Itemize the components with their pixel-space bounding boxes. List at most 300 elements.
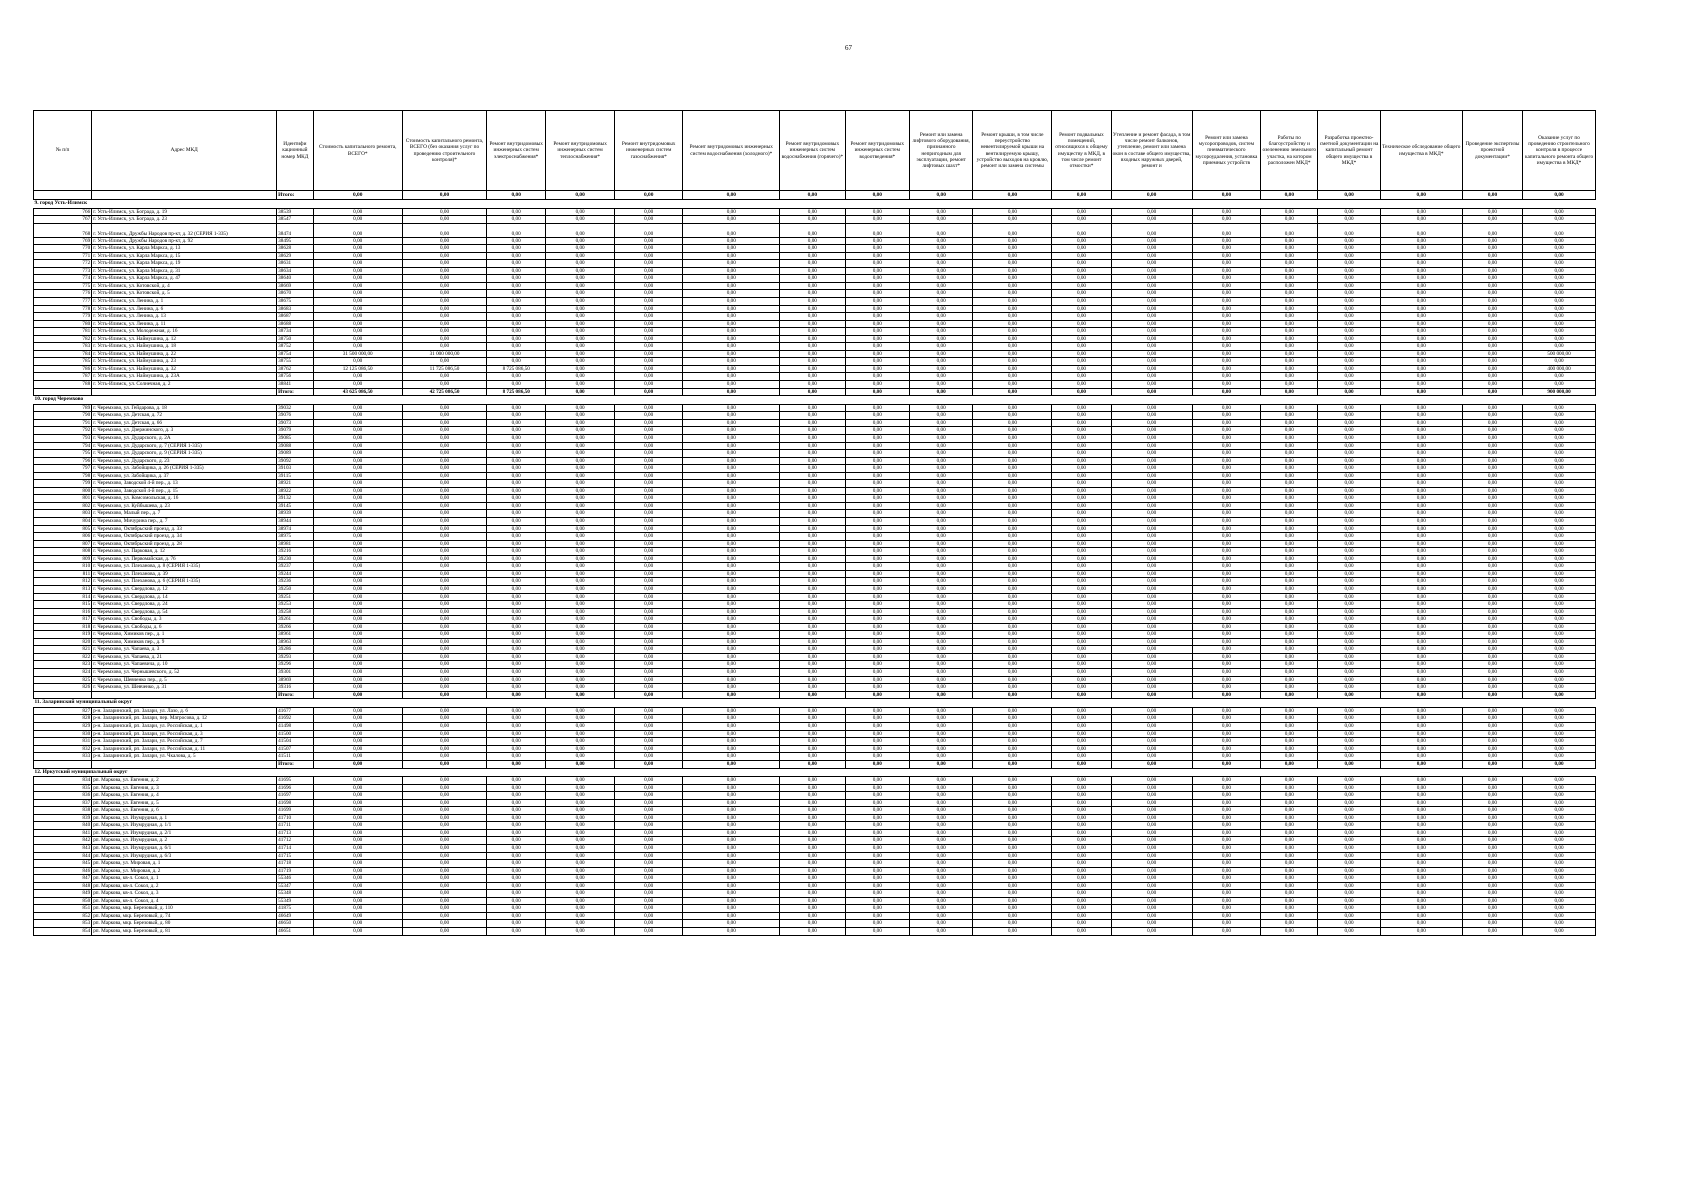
address-cell: г. Черемхово, ул. Свободы, д. 3	[92, 616, 277, 624]
value-cell: 0,00	[1052, 435, 1111, 443]
table-row	[34, 495, 1596, 503]
cost-no-control-cell: 0,00	[402, 927, 486, 935]
address-cell: г. Черемхово, ул. Чапаевича, д. 10	[92, 661, 277, 669]
construction-control-cell: 500 000,00	[1523, 350, 1596, 358]
value-cell: 0,00	[845, 365, 909, 373]
value-cell: 0,00	[546, 335, 615, 343]
value-cell: 0,00	[546, 412, 615, 420]
table-row	[34, 638, 1596, 646]
value-cell: 0,00	[1192, 412, 1261, 420]
section-heading-row	[34, 200, 1596, 209]
value-cell: 0,00	[546, 380, 615, 388]
row-number: 817	[34, 616, 92, 624]
value-cell: 0,00	[845, 875, 909, 883]
electric-cell: 0,00	[487, 707, 546, 715]
value-cell: 0,00	[1318, 216, 1380, 224]
value-cell: 0,00	[614, 653, 683, 661]
row-number: 812	[34, 578, 92, 586]
value-cell: 0,00	[910, 305, 973, 313]
value-cell: 0,00	[683, 320, 780, 328]
value-cell: 0,00	[1380, 328, 1462, 336]
value-cell: 0,00	[614, 578, 683, 586]
value-cell: 0,00	[910, 570, 973, 578]
value-cell: 0,00	[1192, 608, 1261, 616]
value-cell: 0,00	[1380, 601, 1462, 609]
value-cell: 0,00	[683, 792, 780, 800]
value-cell: 0,00	[1462, 837, 1522, 845]
value-cell: 0,00	[683, 723, 780, 731]
value-cell: 0,00	[1318, 927, 1380, 935]
total-value: 0,00	[1380, 191, 1462, 200]
value-cell: 0,00	[1261, 373, 1318, 381]
value-cell: 0,00	[910, 668, 973, 676]
electric-cell: 0,00	[487, 730, 546, 738]
value-cell: 0,00	[1111, 267, 1192, 275]
value-cell: 0,00	[845, 380, 909, 388]
value-cell: 0,00	[845, 305, 909, 313]
value-cell: 0,00	[780, 525, 845, 533]
address-cell: рп. Маркова, кв-л. Сокол, д. 1	[92, 875, 277, 883]
value-cell: 0,00	[973, 792, 1052, 800]
id-cell: 41710	[277, 814, 313, 822]
row-number: 770	[34, 245, 92, 253]
value-cell: 0,00	[1380, 373, 1462, 381]
value-cell: 0,00	[845, 927, 909, 935]
address-cell: г. Усть-Илимск, Дружбы Народов пр-кт, д. 32 (СЕРИЯ 1-335)	[92, 223, 277, 237]
value-cell: 0,00	[683, 518, 780, 526]
total-cost-cell: 0,00	[313, 208, 402, 216]
address-cell: г. Черемхово, ул. Дзержинского, д. 3	[92, 427, 277, 435]
value-cell: 0,00	[973, 822, 1052, 830]
value-cell: 0,00	[1318, 792, 1380, 800]
value-cell: 0,00	[1111, 502, 1192, 510]
value-cell: 0,00	[780, 837, 845, 845]
value-cell: 0,00	[1261, 638, 1318, 646]
electric-cell: 0,00	[487, 245, 546, 253]
value-cell: 0,00	[910, 807, 973, 815]
value-cell: 0,00	[1192, 875, 1261, 883]
value-cell: 0,00	[1111, 518, 1192, 526]
construction-control-cell: 0,00	[1523, 715, 1596, 723]
table-row	[34, 890, 1596, 898]
address-cell: г. Черемхово, ул. Плеханова, д. 8 (СЕРИЯ 1-335)	[92, 563, 277, 571]
value-cell: 0,00	[845, 525, 909, 533]
value-cell: 0,00	[683, 593, 780, 601]
value-cell: 0,00	[973, 472, 1052, 480]
value-cell: 0,00	[780, 646, 845, 654]
cost-no-control-cell: 0,00	[402, 275, 486, 283]
construction-control-cell: 0,00	[1523, 905, 1596, 913]
total-cost-cell: 0,00	[313, 578, 402, 586]
electric-cell: 0,00	[487, 867, 546, 875]
value-cell: 0,00	[1192, 745, 1261, 753]
value-cell: 0,00	[1380, 435, 1462, 443]
value-cell: 0,00	[546, 555, 615, 563]
value-cell: 0,00	[1462, 223, 1522, 237]
value-cell: 0,00	[1052, 404, 1111, 412]
value-cell: 0,00	[1261, 738, 1318, 746]
electric-cell: 0,00	[487, 260, 546, 268]
value-cell: 0,00	[1318, 897, 1380, 905]
value-cell: 0,00	[780, 684, 845, 692]
value-cell: 0,00	[845, 814, 909, 822]
cost-no-control-cell: 0,00	[402, 646, 486, 654]
value-cell: 0,00	[845, 290, 909, 298]
value-cell: 0,00	[683, 548, 780, 556]
id-cell: 38939	[277, 510, 313, 518]
value-cell: 0,00	[973, 867, 1052, 875]
table-row	[34, 412, 1596, 420]
value-cell: 0,00	[546, 465, 615, 473]
value-cell: 0,00	[614, 297, 683, 305]
value-cell: 0,00	[780, 867, 845, 875]
electric-cell: 0,00	[487, 646, 546, 654]
address-cell: г. Усть-Илимск, ул. Наймушина, д. 22	[92, 350, 277, 358]
table-row	[34, 465, 1596, 473]
table-row	[34, 237, 1596, 245]
total-cost-cell: 0,00	[313, 282, 402, 290]
address-cell: рп. Маркова, ул. Евгения, д. 3	[92, 784, 277, 792]
value-cell: 0,00	[1380, 267, 1462, 275]
value-cell: 0,00	[1192, 373, 1261, 381]
value-cell: 0,00	[1380, 282, 1462, 290]
value-cell: 0,00	[1192, 890, 1261, 898]
total-value: 0,00	[1523, 760, 1596, 768]
value-cell: 0,00	[1462, 487, 1522, 495]
value-cell: 0,00	[1261, 912, 1318, 920]
value-cell: 0,00	[1261, 608, 1318, 616]
total-cost-cell: 0,00	[313, 897, 402, 905]
address-cell: рп. Маркова, ул. Евгения, д. 5	[92, 799, 277, 807]
row-number: 806	[34, 533, 92, 541]
cost-no-control-cell: 0,00	[402, 465, 486, 473]
total-value: 0,00	[1318, 691, 1380, 699]
value-cell: 0,00	[1052, 601, 1111, 609]
address-cell: г. Усть-Илимск, ул. Наймушина, д. 23А	[92, 373, 277, 381]
value-cell: 0,00	[973, 875, 1052, 883]
value-cell: 0,00	[1261, 890, 1318, 898]
row-number: 778	[34, 305, 92, 313]
value-cell: 0,00	[845, 510, 909, 518]
value-cell: 0,00	[845, 216, 909, 224]
value-cell: 0,00	[1318, 457, 1380, 465]
value-cell: 0,00	[1380, 223, 1462, 237]
value-cell: 0,00	[1380, 829, 1462, 837]
construction-control-cell: 0,00	[1523, 555, 1596, 563]
column-header: Ремонт подвальных помещений, относящихся к общему имуществу в МКД, в том числе ремонт отмостки*	[1052, 111, 1111, 191]
row-number: 853	[34, 920, 92, 928]
value-cell: 0,00	[780, 510, 845, 518]
value-cell: 0,00	[1462, 525, 1522, 533]
id-cell: 41699	[277, 807, 313, 815]
value-cell: 0,00	[683, 601, 780, 609]
total-cost-cell: 0,00	[313, 867, 402, 875]
value-cell: 0,00	[1318, 563, 1380, 571]
construction-control-cell: 0,00	[1523, 343, 1596, 351]
construction-control-cell: 0,00	[1523, 730, 1596, 738]
electric-cell: 0,00	[487, 380, 546, 388]
electric-cell: 0,00	[487, 927, 546, 935]
value-cell: 0,00	[1111, 616, 1192, 624]
value-cell: 0,00	[845, 245, 909, 253]
value-cell: 0,00	[1111, 457, 1192, 465]
value-cell: 0,00	[1261, 715, 1318, 723]
id-cell: 39293	[277, 653, 313, 661]
address-cell: г. Черемхово, ул. Плеханова, д. 39	[92, 570, 277, 578]
total-value: 0,00	[973, 760, 1052, 768]
total-cost-cell: 0,00	[313, 882, 402, 890]
value-cell: 0,00	[780, 548, 845, 556]
value-cell: 0,00	[1192, 267, 1261, 275]
total-cost-cell: 0,00	[313, 860, 402, 868]
value-cell: 0,00	[910, 585, 973, 593]
address-cell: г. Усть-Илимск, ул. Ленина, д. 13	[92, 313, 277, 321]
id-cell: 39244	[277, 570, 313, 578]
value-cell: 0,00	[1111, 777, 1192, 785]
cost-no-control-cell: 0,00	[402, 723, 486, 731]
address-cell: рп. Маркова, ул. Изумрудная, д. 1/1	[92, 822, 277, 830]
table-row	[34, 897, 1596, 905]
cost-no-control-cell: 0,00	[402, 435, 486, 443]
id-cell: 55347	[277, 882, 313, 890]
electric-cell: 0,00	[487, 912, 546, 920]
total-cost-cell: 0,00	[313, 495, 402, 503]
value-cell: 0,00	[1261, 807, 1318, 815]
value-cell: 0,00	[1192, 510, 1261, 518]
value-cell: 0,00	[683, 555, 780, 563]
value-cell: 0,00	[614, 350, 683, 358]
value-cell: 0,00	[546, 723, 615, 731]
value-cell: 0,00	[780, 282, 845, 290]
value-cell: 0,00	[973, 335, 1052, 343]
value-cell: 0,00	[546, 358, 615, 366]
electric-cell: 0,00	[487, 777, 546, 785]
value-cell: 0,00	[1380, 216, 1462, 224]
cost-no-control-cell: 0,00	[402, 343, 486, 351]
value-cell: 0,00	[1111, 570, 1192, 578]
value-cell: 0,00	[546, 245, 615, 253]
total-value: 0,00	[845, 388, 909, 396]
value-cell: 0,00	[845, 472, 909, 480]
value-cell: 0,00	[780, 912, 845, 920]
value-cell: 0,00	[910, 920, 973, 928]
total-value: 0,00	[973, 691, 1052, 699]
value-cell: 0,00	[1318, 890, 1380, 898]
value-cell: 0,00	[973, 563, 1052, 571]
row-number: 814	[34, 593, 92, 601]
value-cell: 0,00	[1192, 912, 1261, 920]
total-value: 0,00	[1111, 191, 1192, 200]
table-row	[34, 777, 1596, 785]
cost-no-control-cell: 0,00	[402, 578, 486, 586]
value-cell: 0,00	[1318, 518, 1380, 526]
row-number: 792	[34, 427, 92, 435]
value-cell: 0,00	[1192, 852, 1261, 860]
value-cell: 0,00	[683, 305, 780, 313]
value-cell: 0,00	[845, 442, 909, 450]
cost-no-control-cell: 0,00	[402, 358, 486, 366]
value-cell: 0,00	[546, 837, 615, 845]
row-number: 827	[34, 707, 92, 715]
value-cell: 0,00	[546, 653, 615, 661]
value-cell: 0,00	[546, 540, 615, 548]
value-cell: 0,00	[1318, 578, 1380, 586]
value-cell: 0,00	[1111, 653, 1192, 661]
table-header-row	[34, 111, 1596, 191]
id-cell: 39103	[277, 465, 313, 473]
value-cell: 0,00	[973, 653, 1052, 661]
electric-cell: 0,00	[487, 623, 546, 631]
value-cell: 0,00	[910, 223, 973, 237]
value-cell: 0,00	[1192, 844, 1261, 852]
row-number: 796	[34, 457, 92, 465]
value-cell: 0,00	[1380, 442, 1462, 450]
value-cell: 0,00	[1111, 927, 1192, 935]
cost-no-control-cell: 0,00	[402, 807, 486, 815]
value-cell: 0,00	[780, 275, 845, 283]
total-cost-cell: 0,00	[313, 404, 402, 412]
value-cell: 0,00	[973, 365, 1052, 373]
total-cost-cell: 0,00	[313, 260, 402, 268]
value-cell: 0,00	[1192, 282, 1261, 290]
value-cell: 0,00	[1261, 260, 1318, 268]
value-cell: 0,00	[546, 578, 615, 586]
total-cost-cell: 0,00	[313, 745, 402, 753]
value-cell: 0,00	[1052, 495, 1111, 503]
value-cell: 0,00	[1380, 343, 1462, 351]
value-cell: 0,00	[910, 875, 973, 883]
value-cell: 0,00	[1462, 730, 1522, 738]
value-cell: 0,00	[1261, 245, 1318, 253]
cost-no-control-cell: 0,00	[402, 502, 486, 510]
value-cell: 0,00	[1111, 867, 1192, 875]
total-cost-cell: 0,00	[313, 358, 402, 366]
value-cell: 0,00	[973, 350, 1052, 358]
value-cell: 0,00	[1318, 837, 1380, 845]
value-cell: 0,00	[1380, 897, 1462, 905]
value-cell: 0,00	[546, 533, 615, 541]
value-cell: 0,00	[1261, 905, 1318, 913]
value-cell: 0,00	[1192, 480, 1261, 488]
value-cell: 0,00	[845, 601, 909, 609]
value-cell: 0,00	[1462, 502, 1522, 510]
id-cell: 41677	[277, 707, 313, 715]
value-cell: 0,00	[683, 829, 780, 837]
value-cell: 0,00	[780, 814, 845, 822]
value-cell: 0,00	[683, 814, 780, 822]
value-cell: 0,00	[910, 616, 973, 624]
row-number: 803	[34, 510, 92, 518]
total-value: 0,00	[910, 691, 973, 699]
row-number: 797	[34, 465, 92, 473]
value-cell: 0,00	[780, 799, 845, 807]
value-cell: 0,00	[1111, 533, 1192, 541]
address-cell: г. Усть-Илимск, ул. Карла Маркса, д. 13	[92, 245, 277, 253]
value-cell: 0,00	[546, 373, 615, 381]
value-cell: 0,00	[910, 912, 973, 920]
value-cell: 0,00	[1318, 653, 1380, 661]
row-number: 802	[34, 502, 92, 510]
value-cell: 0,00	[780, 807, 845, 815]
value-cell: 0,00	[683, 822, 780, 830]
value-cell: 0,00	[614, 305, 683, 313]
value-cell: 0,00	[1052, 668, 1111, 676]
value-cell: 0,00	[1380, 730, 1462, 738]
total-value: 0,00	[1261, 388, 1318, 396]
value-cell: 0,00	[910, 593, 973, 601]
value-cell: 0,00	[1052, 373, 1111, 381]
table-row	[34, 313, 1596, 321]
value-cell: 0,00	[683, 208, 780, 216]
value-cell: 0,00	[1111, 290, 1192, 298]
table-row	[34, 829, 1596, 837]
value-cell: 0,00	[780, 585, 845, 593]
value-cell: 0,00	[546, 829, 615, 837]
value-cell: 0,00	[1111, 510, 1192, 518]
value-cell: 0,00	[845, 555, 909, 563]
table-row	[34, 753, 1596, 761]
value-cell: 0,00	[845, 465, 909, 473]
value-cell: 0,00	[780, 777, 845, 785]
value-cell: 0,00	[1462, 578, 1522, 586]
address-cell: рп. Маркова, ул. Изумрудная, д. 2	[92, 837, 277, 845]
value-cell: 0,00	[1192, 738, 1261, 746]
value-cell: 0,00	[614, 208, 683, 216]
id-cell: 38975	[277, 533, 313, 541]
value-cell: 0,00	[1052, 829, 1111, 837]
value-cell: 0,00	[1052, 844, 1111, 852]
value-cell: 0,00	[683, 570, 780, 578]
construction-control-cell: 0,00	[1523, 867, 1596, 875]
value-cell: 0,00	[780, 822, 845, 830]
value-cell: 0,00	[1462, 661, 1522, 669]
cost-no-control-cell: 0,00	[402, 297, 486, 305]
total-cost-cell: 0,00	[313, 465, 402, 473]
value-cell: 0,00	[1380, 753, 1462, 761]
electric-cell: 0,00	[487, 305, 546, 313]
value-cell: 0,00	[1462, 313, 1522, 321]
value-cell: 0,00	[1111, 631, 1192, 639]
value-cell: 0,00	[1462, 216, 1522, 224]
address-cell: г. Усть-Илимск, ул. Карла Маркса, д. 15	[92, 252, 277, 260]
value-cell: 0,00	[546, 282, 615, 290]
table-row	[34, 616, 1596, 624]
value-cell: 0,00	[1318, 867, 1380, 875]
id-cell: 38688	[277, 320, 313, 328]
value-cell: 0,00	[910, 412, 973, 420]
row-number: 836	[34, 792, 92, 800]
table-row	[34, 578, 1596, 586]
value-cell: 0,00	[1462, 875, 1522, 883]
id-cell: 46649	[277, 912, 313, 920]
construction-control-cell: 0,00	[1523, 427, 1596, 435]
construction-control-cell: 0,00	[1523, 502, 1596, 510]
value-cell: 0,00	[780, 518, 845, 526]
row-number: 841	[34, 829, 92, 837]
construction-control-cell: 0,00	[1523, 707, 1596, 715]
value-cell: 0,00	[1052, 890, 1111, 898]
value-cell: 0,00	[614, 335, 683, 343]
value-cell: 0,00	[1318, 435, 1380, 443]
value-cell: 0,00	[1462, 905, 1522, 913]
value-cell: 0,00	[683, 897, 780, 905]
value-cell: 0,00	[845, 275, 909, 283]
row-number: 838	[34, 807, 92, 815]
value-cell: 0,00	[1261, 653, 1318, 661]
id-cell: 38495	[277, 237, 313, 245]
value-cell: 0,00	[910, 419, 973, 427]
value-cell: 0,00	[1261, 313, 1318, 321]
